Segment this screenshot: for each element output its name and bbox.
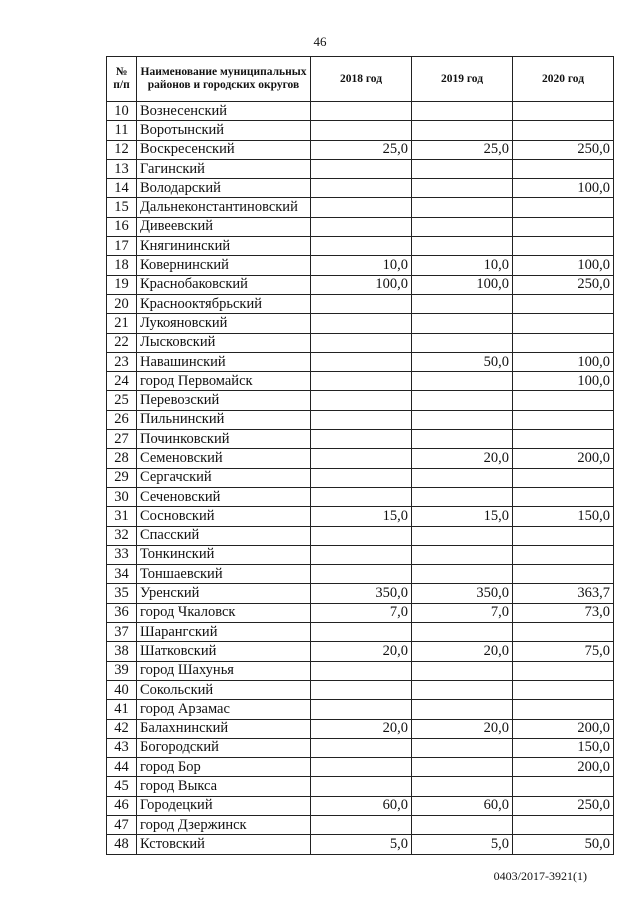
table-row (107, 121, 614, 140)
row-municipality: Шарангский (137, 623, 311, 642)
row-number: 41 (107, 700, 137, 719)
row-value-2020 (513, 430, 614, 449)
row-value-2019 (412, 314, 513, 333)
row-value-2019 (412, 758, 513, 777)
row-value-2020 (513, 680, 614, 699)
page-number: 46 (313, 34, 327, 49)
row-value-2020 (513, 198, 614, 217)
row-number: 22 (107, 333, 137, 352)
row-number: 46 (107, 796, 137, 815)
row-municipality: Вознесенский (137, 102, 311, 121)
row-value-2019 (412, 777, 513, 796)
row-municipality: Гагинский (137, 159, 311, 178)
row-municipality: город Дзержинск (137, 815, 311, 834)
row-value-2020 (513, 333, 614, 352)
header-2018: 2018 год (311, 57, 412, 102)
row-number: 35 (107, 584, 137, 603)
row-value-2019: 100,0 (412, 275, 513, 294)
row-municipality: Шатковский (137, 642, 311, 661)
row-value-2019 (412, 410, 513, 429)
row-value-2020 (513, 526, 614, 545)
header-num: № п/п (107, 57, 137, 102)
row-value-2018 (311, 777, 412, 796)
table-row (107, 487, 614, 506)
row-value-2020: 50,0 (513, 835, 614, 854)
row-value-2018 (311, 565, 412, 584)
row-value-2018 (311, 700, 412, 719)
row-value-2018: 7,0 (311, 603, 412, 622)
table-row (107, 777, 614, 796)
table-row (107, 835, 614, 854)
table-row (107, 159, 614, 178)
table-row (107, 294, 614, 313)
table-row (107, 815, 614, 834)
row-number: 39 (107, 661, 137, 680)
table-row (107, 565, 614, 584)
row-municipality: Навашинский (137, 352, 311, 371)
row-value-2019 (412, 623, 513, 642)
row-municipality: город Арзамас (137, 700, 311, 719)
table-row (107, 642, 614, 661)
row-value-2020: 150,0 (513, 507, 614, 526)
row-value-2018 (311, 815, 412, 834)
table-row (107, 680, 614, 699)
table-row (107, 661, 614, 680)
row-value-2018 (311, 237, 412, 256)
row-value-2020: 100,0 (513, 256, 614, 275)
row-value-2019 (412, 700, 513, 719)
row-municipality: Ковернинский (137, 256, 311, 275)
table-row (107, 738, 614, 757)
row-value-2019 (412, 102, 513, 121)
row-value-2018 (311, 159, 412, 178)
row-number: 42 (107, 719, 137, 738)
row-number: 31 (107, 507, 137, 526)
row-value-2018 (311, 352, 412, 371)
row-value-2019: 20,0 (412, 642, 513, 661)
row-value-2018 (311, 391, 412, 410)
table-row (107, 758, 614, 777)
row-value-2020 (513, 410, 614, 429)
row-number: 32 (107, 526, 137, 545)
row-value-2018: 25,0 (311, 140, 412, 159)
row-value-2019 (412, 159, 513, 178)
row-municipality: Сосновский (137, 507, 311, 526)
row-value-2020 (513, 623, 614, 642)
row-number: 23 (107, 352, 137, 371)
row-value-2019 (412, 545, 513, 564)
row-municipality: Воротынский (137, 121, 311, 140)
row-value-2019: 15,0 (412, 507, 513, 526)
row-value-2019: 350,0 (412, 584, 513, 603)
row-value-2020: 150,0 (513, 738, 614, 757)
table-row (107, 603, 614, 622)
row-value-2018 (311, 661, 412, 680)
row-value-2020 (513, 314, 614, 333)
row-municipality: Лукояновский (137, 314, 311, 333)
row-value-2019 (412, 237, 513, 256)
row-number: 13 (107, 159, 137, 178)
row-value-2018 (311, 680, 412, 699)
row-number: 40 (107, 680, 137, 699)
row-municipality: Тонкинский (137, 545, 311, 564)
row-value-2018: 100,0 (311, 275, 412, 294)
row-value-2019 (412, 294, 513, 313)
row-value-2018 (311, 449, 412, 468)
table-row (107, 526, 614, 545)
table-row (107, 719, 614, 738)
row-number: 28 (107, 449, 137, 468)
row-municipality: Сокольский (137, 680, 311, 699)
row-value-2019 (412, 179, 513, 198)
row-municipality: Кстовский (137, 835, 311, 854)
row-value-2018 (311, 758, 412, 777)
table-row (107, 796, 614, 815)
row-municipality: Пильнинский (137, 410, 311, 429)
table-row (107, 584, 614, 603)
row-number: 25 (107, 391, 137, 410)
table-row (107, 198, 614, 217)
row-number: 21 (107, 314, 137, 333)
row-number: 38 (107, 642, 137, 661)
row-value-2020: 100,0 (513, 179, 614, 198)
table-row (107, 314, 614, 333)
row-value-2020 (513, 815, 614, 834)
row-value-2020 (513, 391, 614, 410)
row-value-2020 (513, 159, 614, 178)
row-value-2020 (513, 468, 614, 487)
row-value-2019: 5,0 (412, 835, 513, 854)
row-municipality: Тоншаевский (137, 565, 311, 584)
row-value-2020 (513, 487, 614, 506)
table-body (107, 102, 614, 855)
row-municipality: Краснооктябрьский (137, 294, 311, 313)
row-value-2019 (412, 661, 513, 680)
table-row (107, 623, 614, 642)
row-number: 37 (107, 623, 137, 642)
row-value-2020: 200,0 (513, 719, 614, 738)
row-value-2018 (311, 623, 412, 642)
row-value-2018 (311, 410, 412, 429)
row-municipality: Семеновский (137, 449, 311, 468)
row-value-2020 (513, 237, 614, 256)
row-municipality: Спасский (137, 526, 311, 545)
row-value-2019 (412, 815, 513, 834)
row-municipality: Володарский (137, 179, 311, 198)
header-2020: 2020 год (513, 57, 614, 102)
row-municipality: Сеченовский (137, 487, 311, 506)
row-value-2020 (513, 565, 614, 584)
table-row (107, 179, 614, 198)
row-municipality: город Чкаловск (137, 603, 311, 622)
row-value-2019 (412, 391, 513, 410)
row-value-2018: 20,0 (311, 719, 412, 738)
row-value-2018 (311, 198, 412, 217)
row-value-2020: 100,0 (513, 372, 614, 391)
row-value-2018 (311, 121, 412, 140)
row-value-2019 (412, 372, 513, 391)
table-row (107, 256, 614, 275)
table-row (107, 217, 614, 236)
row-value-2019 (412, 738, 513, 757)
row-municipality: Городецкий (137, 796, 311, 815)
row-value-2018 (311, 526, 412, 545)
row-value-2018 (311, 487, 412, 506)
row-value-2019 (412, 121, 513, 140)
allocation-table (106, 56, 614, 855)
row-number: 34 (107, 565, 137, 584)
document-code: 0403/2017-3921(1) (493, 869, 587, 883)
row-value-2019: 7,0 (412, 603, 513, 622)
row-value-2019 (412, 333, 513, 352)
row-value-2019 (412, 217, 513, 236)
row-value-2020 (513, 294, 614, 313)
row-value-2019 (412, 487, 513, 506)
row-value-2020: 200,0 (513, 449, 614, 468)
row-municipality: Починковский (137, 430, 311, 449)
row-value-2018 (311, 314, 412, 333)
row-value-2020 (513, 777, 614, 796)
row-value-2020 (513, 661, 614, 680)
row-value-2020: 200,0 (513, 758, 614, 777)
row-value-2020 (513, 545, 614, 564)
table-row (107, 410, 614, 429)
row-value-2018: 60,0 (311, 796, 412, 815)
row-number: 15 (107, 198, 137, 217)
row-municipality: Лысковский (137, 333, 311, 352)
row-number: 24 (107, 372, 137, 391)
row-value-2019 (412, 526, 513, 545)
table-row (107, 275, 614, 294)
row-number: 47 (107, 815, 137, 834)
row-value-2018: 5,0 (311, 835, 412, 854)
table-row (107, 333, 614, 352)
row-value-2018: 350,0 (311, 584, 412, 603)
row-number: 18 (107, 256, 137, 275)
row-municipality: Воскресенский (137, 140, 311, 159)
row-value-2020 (513, 102, 614, 121)
table-row (107, 102, 614, 121)
row-number: 14 (107, 179, 137, 198)
row-number: 19 (107, 275, 137, 294)
row-value-2019: 25,0 (412, 140, 513, 159)
row-municipality: Княгининский (137, 237, 311, 256)
row-value-2019 (412, 680, 513, 699)
row-number: 45 (107, 777, 137, 796)
row-number: 43 (107, 738, 137, 757)
row-number: 26 (107, 410, 137, 429)
row-number: 30 (107, 487, 137, 506)
row-value-2019 (412, 430, 513, 449)
row-number: 11 (107, 121, 137, 140)
row-value-2019 (412, 468, 513, 487)
row-value-2020 (513, 700, 614, 719)
table-row (107, 468, 614, 487)
row-value-2018 (311, 217, 412, 236)
row-number: 10 (107, 102, 137, 121)
row-municipality: город Первомайск (137, 372, 311, 391)
row-value-2018 (311, 333, 412, 352)
row-number: 17 (107, 237, 137, 256)
row-value-2020: 100,0 (513, 352, 614, 371)
table-row (107, 352, 614, 371)
table-header-row (107, 57, 614, 102)
row-value-2019: 50,0 (412, 352, 513, 371)
row-number: 27 (107, 430, 137, 449)
row-value-2018 (311, 545, 412, 564)
row-value-2020: 250,0 (513, 275, 614, 294)
row-value-2019: 20,0 (412, 719, 513, 738)
row-value-2020 (513, 217, 614, 236)
row-value-2018: 15,0 (311, 507, 412, 526)
row-municipality: Краснобаковский (137, 275, 311, 294)
row-municipality: Перевозский (137, 391, 311, 410)
row-municipality: город Бор (137, 758, 311, 777)
row-municipality: Дальнеконстантиновский (137, 198, 311, 217)
row-municipality: Дивеевский (137, 217, 311, 236)
row-value-2020: 73,0 (513, 603, 614, 622)
row-value-2018 (311, 179, 412, 198)
row-municipality: город Шахунья (137, 661, 311, 680)
table-row (107, 700, 614, 719)
table-row (107, 545, 614, 564)
table-row (107, 449, 614, 468)
row-value-2019 (412, 565, 513, 584)
table-row (107, 507, 614, 526)
row-value-2020: 250,0 (513, 140, 614, 159)
row-number: 12 (107, 140, 137, 159)
table-row (107, 372, 614, 391)
table-row (107, 430, 614, 449)
row-number: 48 (107, 835, 137, 854)
row-value-2020: 250,0 (513, 796, 614, 815)
row-value-2018: 20,0 (311, 642, 412, 661)
row-municipality: Богородский (137, 738, 311, 757)
row-municipality: город Выкса (137, 777, 311, 796)
row-value-2019: 20,0 (412, 449, 513, 468)
row-number: 20 (107, 294, 137, 313)
row-value-2020: 75,0 (513, 642, 614, 661)
row-value-2019: 10,0 (412, 256, 513, 275)
table-row (107, 391, 614, 410)
row-municipality: Сергачский (137, 468, 311, 487)
row-value-2018 (311, 430, 412, 449)
row-number: 16 (107, 217, 137, 236)
row-value-2018 (311, 372, 412, 391)
row-value-2020 (513, 121, 614, 140)
row-value-2018 (311, 468, 412, 487)
row-value-2019 (412, 198, 513, 217)
row-municipality: Балахнинский (137, 719, 311, 738)
row-number: 33 (107, 545, 137, 564)
table-row (107, 237, 614, 256)
row-value-2019: 60,0 (412, 796, 513, 815)
row-value-2018: 10,0 (311, 256, 412, 275)
header-2019: 2019 год (412, 57, 513, 102)
row-number: 29 (107, 468, 137, 487)
row-value-2020: 363,7 (513, 584, 614, 603)
row-value-2018 (311, 738, 412, 757)
row-number: 36 (107, 603, 137, 622)
row-municipality: Уренский (137, 584, 311, 603)
row-number: 44 (107, 758, 137, 777)
table-row (107, 140, 614, 159)
header-name: Наименование муниципальных районов и городских округов (137, 57, 311, 102)
row-value-2018 (311, 294, 412, 313)
row-value-2018 (311, 102, 412, 121)
